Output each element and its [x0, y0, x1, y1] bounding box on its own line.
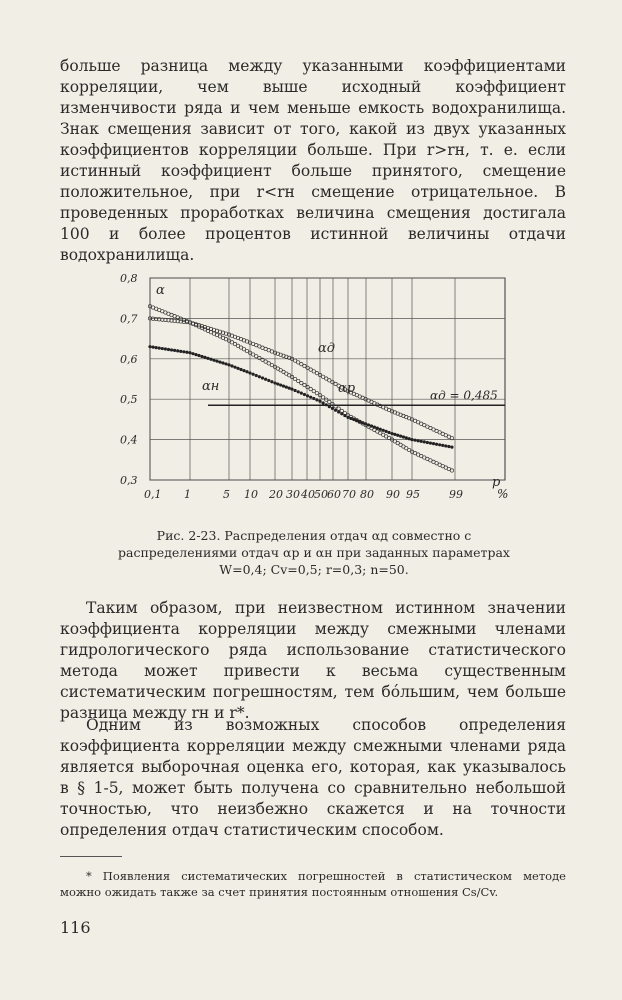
data-point: [435, 443, 438, 446]
data-point: [340, 412, 343, 415]
data-point: [151, 346, 154, 349]
data-point: [224, 362, 227, 365]
data-point: [261, 376, 264, 379]
y-axis-label: α: [156, 283, 165, 298]
data-point: [309, 387, 312, 390]
data-point: [173, 349, 176, 352]
data-point: [185, 351, 188, 354]
data-point: [164, 347, 167, 350]
x-axis-unit-label: %: [497, 487, 509, 501]
data-point: [276, 382, 279, 385]
data-point: [393, 433, 396, 436]
data-point: [209, 358, 212, 361]
data-point: [206, 357, 209, 360]
data-point: [405, 436, 408, 439]
paragraph-3: Одним из возможных способов определения коэффициента корреляции между смежными членами ряда является выборочная оценка его, которая, как указывалось в § 1-5, может быть получена со сравнительно небольшой точностью, что неизбежно скажется и на точности определения отдач статистическим способом.: [60, 716, 566, 839]
data-point: [337, 410, 340, 413]
data-point: [273, 381, 276, 384]
data-point: [148, 345, 151, 348]
data-point: [242, 369, 245, 372]
figure-caption: Рис. 2-23. Распределения отдач αд совместно с распределениями отдач αр и αн при заданных параметрах W=0,4; Cv=0,5; r=0,3; n=50.: [118, 528, 510, 577]
data-point: [367, 423, 370, 426]
data-point: [200, 355, 203, 358]
data-point: [340, 409, 343, 412]
data-point: [450, 446, 453, 449]
data-point: [258, 375, 261, 378]
data-point: [441, 444, 444, 447]
data-point: [429, 441, 432, 444]
data-point: [318, 400, 321, 403]
data-point: [355, 419, 358, 422]
data-point: [179, 350, 182, 353]
data-point: [197, 354, 200, 357]
data-point: [300, 392, 303, 395]
data-point: [288, 386, 291, 389]
data-point: [233, 366, 236, 369]
data-point: [438, 443, 441, 446]
data-point: [293, 377, 296, 380]
data-point: [294, 389, 297, 392]
data-point: [447, 445, 450, 448]
distribution-chart: [0, 270, 622, 525]
data-point: [396, 434, 399, 437]
data-point: [236, 367, 239, 370]
data-point: [306, 385, 309, 388]
data-point: [297, 390, 300, 393]
x-tick-label: 95: [406, 488, 420, 501]
data-point: [331, 407, 334, 410]
y-tick-label: 0,3: [120, 474, 138, 487]
data-point: [170, 348, 173, 351]
data-point: [312, 389, 315, 392]
data-point: [215, 360, 218, 363]
data-point: [432, 442, 435, 445]
x-tick-label: 60: [327, 488, 341, 501]
data-point: [315, 398, 318, 401]
data-point: [361, 421, 364, 424]
data-point: [264, 378, 267, 381]
x-tick-label: 0,1: [144, 488, 162, 501]
data-point: [364, 422, 367, 425]
y-tick-label: 0,4: [120, 433, 138, 447]
data-point: [230, 364, 233, 367]
x-tick-label: 90: [386, 488, 400, 501]
data-point: [306, 394, 309, 397]
data-point: [285, 385, 288, 388]
data-point: [328, 405, 331, 408]
paragraph-1: больше разница между указанными коэффициентами корреляции, чем выше исходный коэффициент изменчивости ряда и чем меньше емкость водохранилища. Знак смещения зависит от того, какой из двух указанных коэффициентов корреляции больше. При r>rн, т. е. если истинный коэффициент больше принятого, смещение положительное, при r<rн смещение отрицательное. В проведенных проработках величина смещения достигала 100 и более процентов истинной величины отдачи водохранилища.: [60, 57, 566, 264]
x-tick-label: 40: [301, 488, 315, 501]
data-point: [218, 360, 221, 363]
data-point: [325, 403, 328, 406]
data-point: [423, 440, 426, 443]
data-point: [417, 439, 420, 442]
data-point: [312, 397, 315, 400]
data-point: [349, 417, 352, 420]
paragraph-2: Таким образом, при неизвестном истинном значении коэффициента корреляции между смежными членами гидрологического ряда использование статистического метода может привести к весьма существенным систематическим погрешностям, тем бо́льшим, чем больше разница между rн и r*.: [60, 599, 566, 722]
x-tick-label: 50: [314, 488, 328, 501]
data-point: [373, 425, 376, 428]
data-point: [390, 432, 393, 435]
data-point: [290, 388, 293, 391]
y-tick-label: 0,8: [120, 272, 138, 285]
data-point: [221, 361, 224, 364]
data-point: [328, 400, 331, 403]
data-point: [325, 398, 328, 401]
data-point: [399, 435, 402, 438]
data-point: [426, 441, 429, 444]
data-point: [203, 356, 206, 359]
data-point: [376, 427, 379, 430]
y-tick-label: 0,7: [120, 312, 138, 326]
data-point: [282, 384, 285, 387]
footnote-rule: [60, 856, 122, 857]
y-tick-label: 0,6: [120, 352, 138, 366]
data-point: [161, 347, 164, 350]
data-point: [182, 350, 185, 353]
data-point: [167, 348, 170, 351]
data-point: [352, 418, 355, 421]
data-point: [279, 383, 282, 386]
data-point: [252, 373, 255, 376]
series-αн: [148, 345, 453, 449]
data-point: [255, 374, 258, 377]
chart-grid: [120, 272, 508, 501]
data-point: [410, 438, 413, 441]
data-point: [444, 444, 447, 447]
data-point: [343, 414, 346, 417]
curve-label: αд: [318, 341, 336, 356]
curve-label: αр: [338, 381, 356, 396]
data-point: [358, 420, 361, 423]
data-point: [270, 380, 273, 383]
curve-label: р: [492, 475, 501, 490]
data-point: [212, 359, 215, 362]
data-point: [176, 349, 179, 352]
data-point: [402, 435, 405, 438]
page-number: 116: [60, 918, 91, 937]
data-point: [300, 381, 303, 384]
x-tick-label: 30: [286, 488, 300, 501]
data-point: [191, 352, 194, 355]
data-point: [158, 346, 161, 349]
data-point: [248, 371, 251, 374]
data-point: [385, 430, 388, 433]
data-point: [408, 437, 411, 440]
x-tick-label: 1: [184, 488, 191, 501]
data-point: [370, 424, 373, 427]
data-point: [321, 396, 324, 399]
data-point: [315, 391, 318, 394]
data-point: [297, 379, 300, 382]
data-point: [379, 428, 382, 431]
curve-label: αн: [202, 379, 220, 394]
data-point: [267, 379, 270, 382]
x-tick-label: 5: [223, 488, 230, 501]
x-tick-label: 10: [244, 488, 258, 501]
data-point: [194, 353, 197, 356]
data-point: [346, 416, 349, 419]
x-tick-label: 70: [342, 488, 356, 501]
data-point: [309, 396, 312, 399]
footnote: * Появления систематических погрешностей в статистическом методе можно ожидать также за счет принятия постоянным отношения Cs/Cv.: [60, 869, 566, 899]
data-point: [420, 440, 423, 443]
data-point: [450, 469, 453, 472]
data-point: [155, 346, 158, 349]
y-tick-label: 0,5: [120, 393, 138, 407]
reference-line-label: αд = 0,485: [430, 388, 498, 403]
data-point: [337, 407, 340, 410]
data-point: [303, 383, 306, 386]
x-tick-label: 80: [360, 488, 374, 501]
data-point: [245, 370, 248, 373]
data-point: [188, 351, 191, 354]
data-point: [387, 431, 390, 434]
data-point: [227, 363, 230, 366]
data-point: [334, 409, 337, 412]
data-point: [303, 393, 306, 396]
x-tick-label: 99: [449, 488, 463, 501]
data-point: [382, 429, 385, 432]
chart-series-group: [148, 305, 453, 473]
x-tick-label: 20: [269, 488, 283, 501]
data-point: [239, 368, 242, 371]
data-point: [413, 439, 416, 442]
data-point: [322, 401, 325, 404]
